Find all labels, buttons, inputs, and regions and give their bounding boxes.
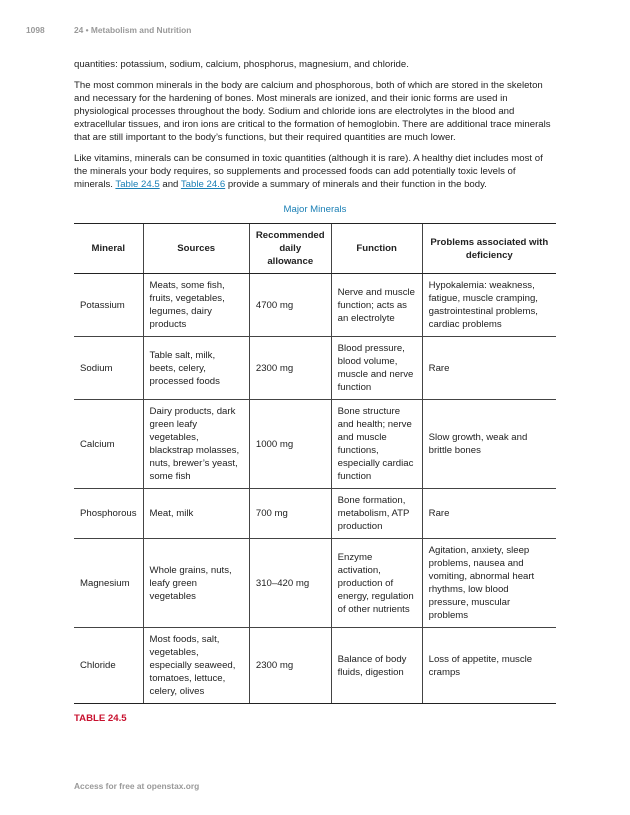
cell-allowance: 2300 mg (249, 628, 331, 704)
cell-deficiency: Agitation, anxiety, sleep problems, nausea and vomiting, abnormal heart rhythms, low blood pressure, muscular problems (422, 539, 556, 628)
table-header-row (74, 224, 556, 274)
cell-function: Nerve and muscle function; acts as an electrolyte (331, 274, 422, 337)
cell-mineral: Chloride (74, 628, 143, 704)
cell-mineral: Sodium (74, 337, 143, 400)
table-24-5-link[interactable]: Table 24.5 (115, 179, 160, 190)
table-row (74, 400, 556, 489)
cell-sources: Most foods, salt, vegetables, especially seaweed, tomatoes, lettuce, celery, olives (143, 628, 249, 704)
paragraph-3-text-c: provide a summary of minerals and their function in the body. (227, 179, 487, 190)
page-number: 1098 (26, 25, 45, 35)
paragraph-3 (74, 152, 556, 191)
header-sources: Sources (143, 224, 249, 274)
cell-deficiency: Rare (422, 337, 556, 400)
table-row (74, 489, 556, 539)
main-content (74, 58, 556, 725)
header-function: Function (331, 224, 422, 274)
cell-sources: Table salt, milk, beets, celery, processed foods (143, 337, 249, 400)
cell-mineral: Phosphorous (74, 489, 143, 539)
cell-deficiency: Loss of appetite, muscle cramps (422, 628, 556, 704)
header-deficiency: Problems associated with deficiency (422, 224, 556, 274)
minerals-table (74, 223, 556, 704)
paragraph-3-text-b: and (162, 179, 179, 190)
table-caption: Major Minerals (283, 204, 347, 215)
cell-allowance: 4700 mg (249, 274, 331, 337)
cell-mineral: Magnesium (74, 539, 143, 628)
cell-allowance: 1000 mg (249, 400, 331, 489)
paragraph-3-text-a: Like vitamins, minerals can be consumed in toxic quantities (although it is rare). A healthy diet includes most of the minerals your body requires, so supplements and processed foods can add potentially toxic levels of minerals. (74, 153, 543, 190)
footer-text: Access for free at openstax.org (74, 781, 200, 791)
cell-function: Bone structure and health; nerve and muscle functions, especially cardiac function (331, 400, 422, 489)
cell-sources: Meats, some fish, fruits, vegetables, legumes, dairy products (143, 274, 249, 337)
cell-deficiency: Rare (422, 489, 556, 539)
cell-function: Blood pressure, blood volume, muscle and nerve function (331, 337, 422, 400)
header-mineral: Mineral (74, 224, 143, 274)
cell-mineral: Calcium (74, 400, 143, 489)
table-row (74, 628, 556, 704)
cell-allowance: 310–420 mg (249, 539, 331, 628)
cell-function: Enzyme activation, production of energy, regulation of other nutrients (331, 539, 422, 628)
cell-mineral: Potassium (74, 274, 143, 337)
table-row (74, 274, 556, 337)
table-label: TABLE 24.5 (74, 713, 127, 724)
cell-allowance: 2300 mg (249, 337, 331, 400)
running-head: 24 • Metabolism and Nutrition (74, 25, 192, 35)
cell-deficiency: Slow growth, weak and brittle bones (422, 400, 556, 489)
table-row (74, 539, 556, 628)
cell-sources: Meat, milk (143, 489, 249, 539)
cell-function: Bone formation, metabolism, ATP production (331, 489, 422, 539)
table-row (74, 337, 556, 400)
cell-deficiency: Hypokalemia: weakness, fatigue, muscle cramping, gastrointestinal problems, cardiac problems (422, 274, 556, 337)
cell-sources: Whole grains, nuts, leafy green vegetables (143, 539, 249, 628)
table-24-6-link[interactable]: Table 24.6 (180, 179, 226, 190)
paragraph-2: The most common minerals in the body are calcium and phosphorous, both of which are stored in the skeleton and necessary for the hardening of bones. Most minerals are ionized, and their ionic forms are used in physiological processes throughout the body. Sodium and chloride ions are electrolytes in the blood and extracellular tissues, and iron ions are critical to the formation of hemoglobin. There are additional trace minerals that are still important to the body’s functions, but their required quantities are much lower. (74, 80, 551, 143)
header-daily-allowance: Recommended daily allowance (249, 224, 331, 274)
cell-function: Balance of body fluids, digestion (331, 628, 422, 704)
cell-sources: Dairy products, dark green leafy vegetables, blackstrap molasses, nuts, brewer’s yeast, some fish (143, 400, 249, 489)
paragraph-1: quantities: potassium, sodium, calcium, phosphorus, magnesium, and chloride. (74, 59, 409, 70)
cell-allowance: 700 mg (249, 489, 331, 539)
